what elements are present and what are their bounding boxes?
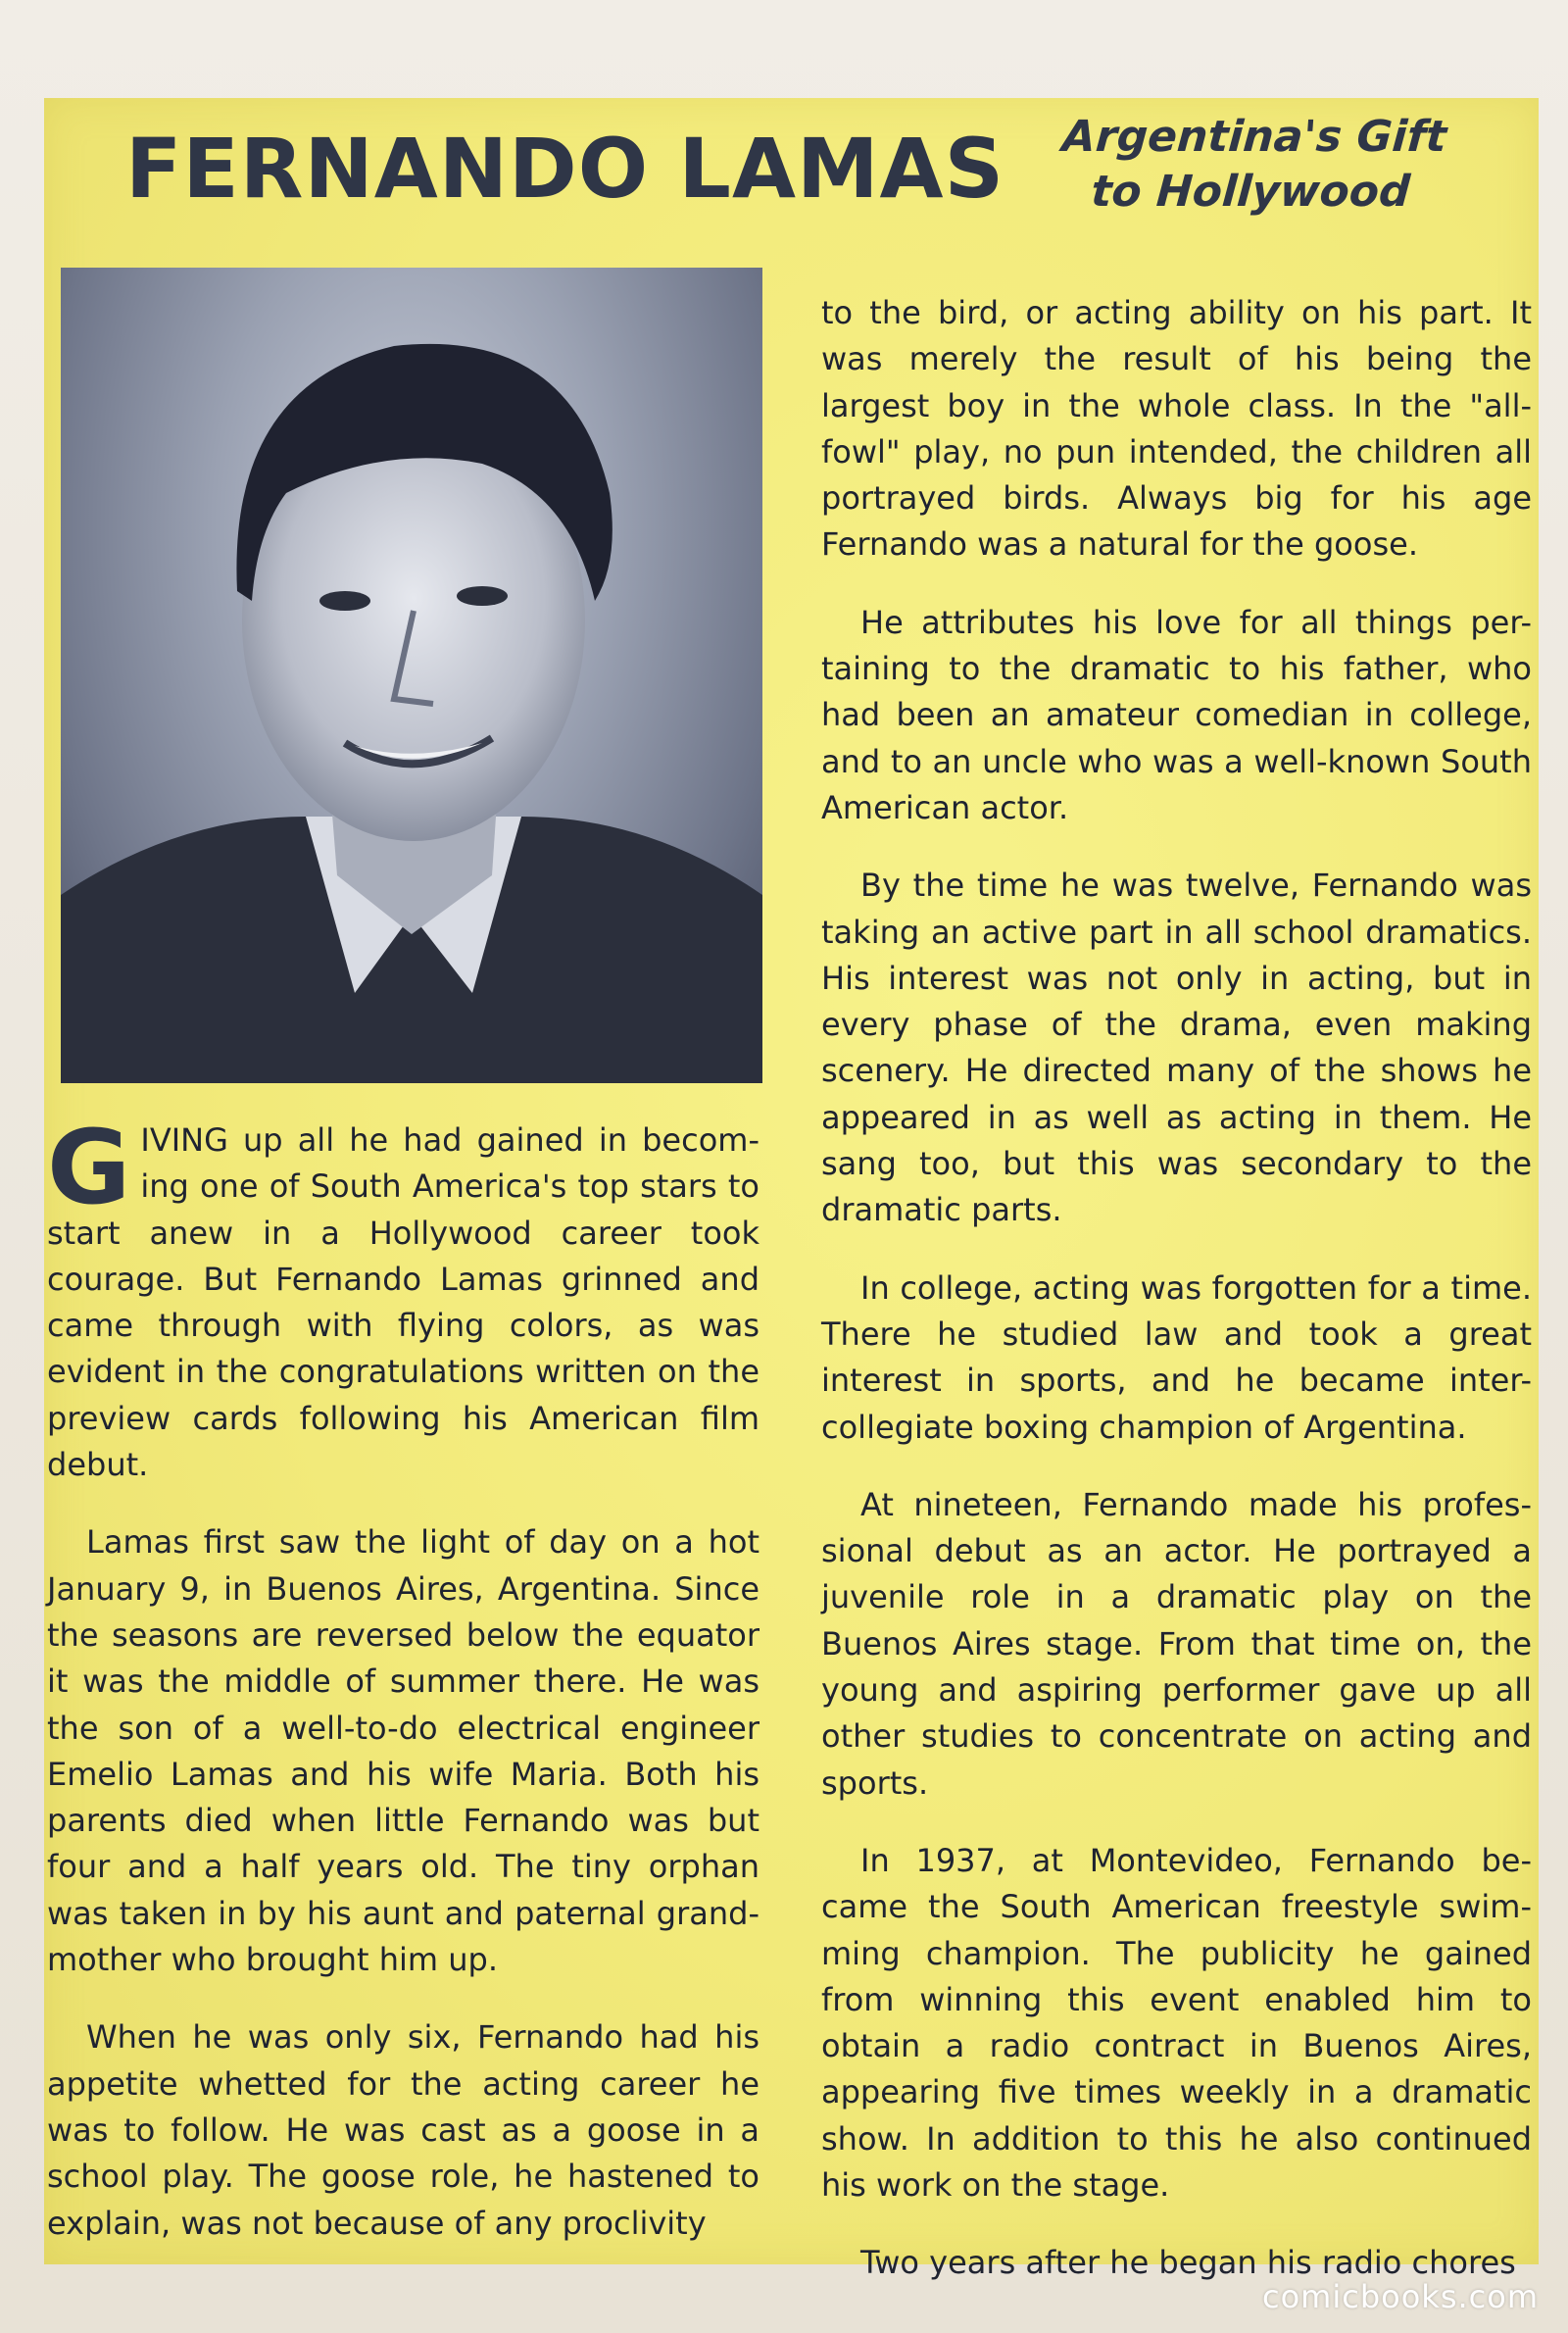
paragraph-birth: Lamas first saw the light of day on a hot January 9, in Buenos Aires, Argentina. Since the seasons are reversed below the equator it was the middle of summer there. He was the son of a well-to-do electrical engineer Emelio Lamas and his wife Maria. Both his parents died when little Fernando was but four and a half years old. The tiny orphan was taken in by his aunt and paternal grand- mother who brought him up. bbox=[47, 1523, 760, 1979]
paragraph-college: In college, acting was forgotten for a time. There he studied law and took a great interest in sports, and he became inter- collegiate boxing champion of Argentina. bbox=[821, 1268, 1532, 1446]
paragraph-intro-text: IVING up all he had gained in becom- ing one of South America's top stars to start anew in a Hollywood career took courage. But Fernando Lamas grinned and came through with flying colors, as was evident in the congratulations written on the preview cards following his American film debut. bbox=[47, 1121, 760, 1484]
paragraph-goose: When he was only six, Fernando had his appetite whetted for the acting career he was to follow. He was cast as a goose in a school play. The goose role, he hastened to explain, was not because of any proclivity bbox=[47, 2018, 760, 2242]
right-column bbox=[821, 290, 1532, 2287]
article-title: FERNANDO LAMAS bbox=[125, 121, 1005, 217]
paragraph-bird: to the bird, or acting ability on his part. It was merely the result of his being the largest boy in the whole class. In the "all- fowl" play, no pun intended, the children all portrayed birds. Always big for his age Fernando was a natural for the goose. bbox=[821, 294, 1532, 564]
paragraph-father: He attributes his love for all things per- taining to the dramatic to his father, who had been an amateur comedian in college, and to an uncle who was a well-known South American actor. bbox=[821, 603, 1532, 826]
paragraph-1937: In 1937, at Montevideo, Fernando be- came the South American freestyle swim- ming champion. The publicity he gained from winning this event enabled him to obtain a radio contract in Buenos Aires, appearing five times weekly in a dramatic show. In addition to this he also continued his work on the stage. bbox=[821, 1841, 1532, 2204]
subtitle-line-2: to Hollywood bbox=[1089, 167, 1412, 217]
paragraph-nineteen: At nineteen, Fernando made his profes- sional debut as an actor. He portrayed a juvenile role in a dramatic play on the Buenos Aires stage. From that time on, the young and aspiring performer gave up all other studies to concentrate on acting and sports. bbox=[821, 1485, 1532, 1802]
subtitle-line-1: Argentina's Gift bbox=[1060, 112, 1448, 162]
drop-cap: G bbox=[47, 1108, 131, 1227]
portrait-icon bbox=[61, 268, 762, 1083]
paragraph-twelve: By the time he was twelve, Fernando was taking an active part in all school dramatics. His interest was not only in acting, but in every phase of the drama, even making scenery. He directed many of the shows he appeared in as well as acting in them. He sang too, but this was secondary to the dramatic parts. bbox=[821, 867, 1532, 1229]
paragraph-radio: Two years after he began his radio chores bbox=[860, 2244, 1516, 2282]
portrait-photo bbox=[61, 268, 762, 1083]
watermark: comicbooks.com bbox=[1261, 2278, 1539, 2315]
left-column bbox=[47, 1108, 760, 2247]
paragraph-intro bbox=[47, 1108, 760, 1488]
article-subtitle bbox=[1033, 110, 1472, 220]
